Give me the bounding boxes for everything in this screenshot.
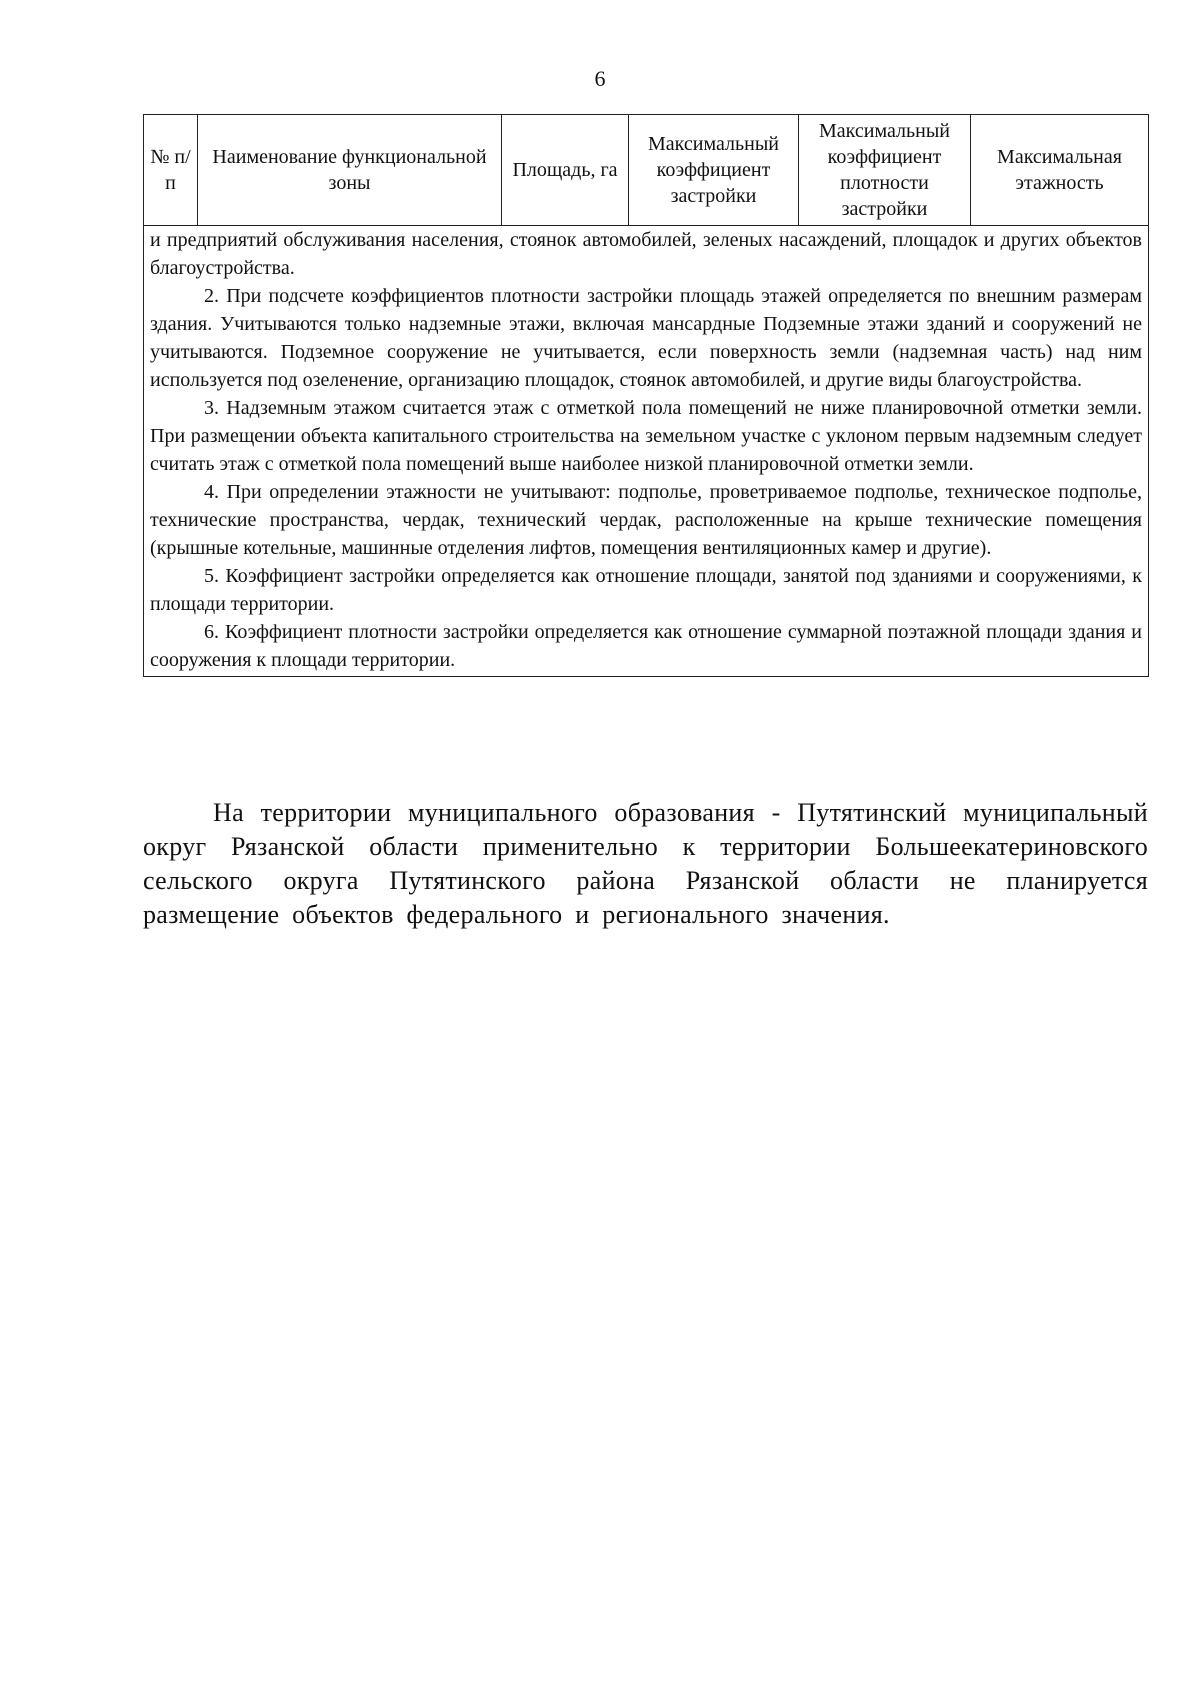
- header-zone-name: Наименование функциональной зоны: [198, 115, 502, 226]
- note-paragraph-1: и предприятий обслуживания населения, стоянок автомобилей, зеленых насаждений, площадок и других объектов благоустройства.: [150, 229, 1142, 279]
- header-area: Площадь, га: [502, 115, 629, 226]
- header-max-floors: Максимальная этажность: [971, 115, 1149, 226]
- note-paragraph-6: 6. Коэффициент плотности застройки определяется как отношение суммарной поэтажной площади здания и сооружения к площади территории.: [150, 621, 1142, 671]
- note-paragraph-3: 3. Надземным этажом считается этаж с отметкой пола помещений не ниже планировочной отметки земли. При размещении объекта капитального строительства на земельном участке с уклоном первым надземным следует считать этаж с отметкой пола помещений выше наиболее низкой планировочной отметки земли.: [150, 397, 1142, 475]
- header-max-density: Максимальный коэффициент плотности застройки: [799, 115, 971, 226]
- header-max-coverage: Максимальный коэффициент застройки: [629, 115, 799, 226]
- zones-table: [143, 114, 1149, 677]
- closing-paragraph: На территории муниципального образования - Путятинский муниципальный округ Рязанской области применительно к территории Большеекатериновского сельского округа Путятинского района Рязанской области не планируется размещение объектов федерального и регионального значения.: [143, 798, 1148, 929]
- note-paragraph-2: 2. При подсчете коэффициентов плотности застройки площадь этажей определяется по внешним размерам здания. Учитываются только надземные этажи, включая мансардные Подземные этажи зданий и сооружений не учитываются. Подземное сооружение не учитывается, если поверхность земли (надземная часть) над ним используется под озеленение, организацию площадок, стоянок автомобилей, и другие виды благоустройства.: [150, 285, 1142, 391]
- table-notes-row: [144, 226, 1149, 677]
- page-number: 6: [594, 66, 606, 91]
- note-paragraph-5: 5. Коэффициент застройки определяется как отношение площади, занятой под зданиями и сооружениями, к площади территории.: [150, 565, 1142, 615]
- table-header-row: [144, 115, 1149, 226]
- note-paragraph-4: 4. При определении этажности не учитывают: подполье, проветриваемое подполье, техническое подполье, технические пространства, чердак, технический чердак, расположенные на крыше технические помещения (крышные котельные, машинные отделения лифтов, помещения вентиляционных камер и другие).: [150, 481, 1142, 559]
- table-notes-cell: [144, 226, 1149, 677]
- header-number: № п/п: [144, 115, 198, 226]
